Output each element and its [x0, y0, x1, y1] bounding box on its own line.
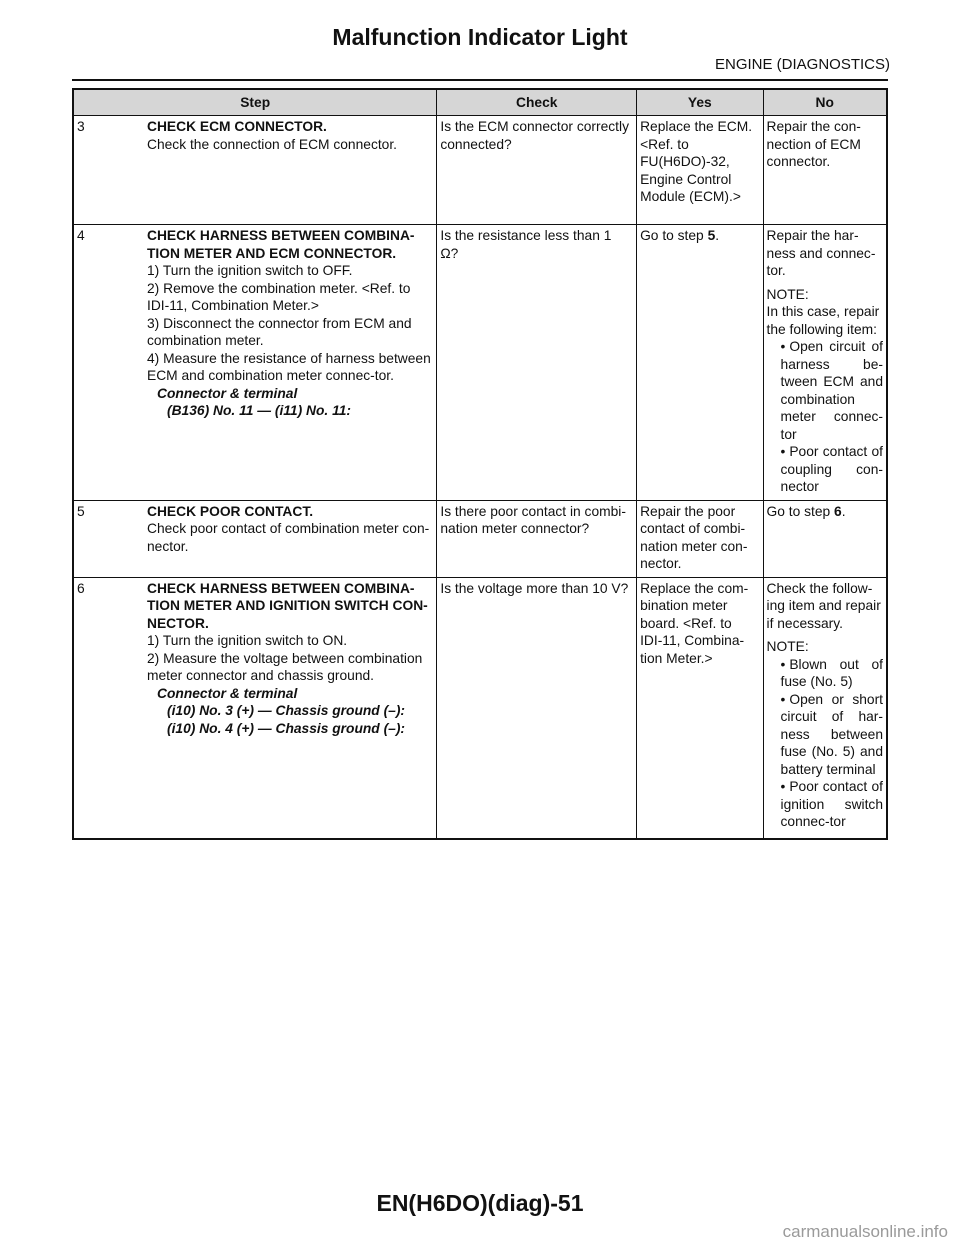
- connector-spec: (i10) No. 3 (+) — Chassis ground (–):: [167, 703, 406, 718]
- yes-text: Engine Control: [640, 171, 732, 187]
- no-cell: [763, 116, 887, 225]
- step-reference: 6: [834, 503, 842, 519]
- no-text: Repair the con-: [766, 119, 861, 134]
- note-item-text: Open circuit of harness be-tween ECM and combination meter connec-tor: [780, 339, 883, 442]
- yes-text: nector.: [640, 556, 682, 571]
- no-text: ness and connec-: [766, 245, 876, 261]
- no-cell: [763, 577, 887, 839]
- check-question: Is the resistance less than 1: [440, 228, 612, 243]
- yes-text: Replace the ECM.: [640, 119, 753, 134]
- check-cell: [437, 577, 637, 839]
- note-item: [767, 778, 883, 831]
- no-cell: [763, 500, 887, 577]
- table-row: [73, 116, 887, 225]
- check-cell: [437, 225, 637, 501]
- step-title: CHECK HARNESS BETWEEN COMBINA-TION METER AND ECM CONNECTOR.: [147, 228, 415, 261]
- no-text: tor.: [766, 263, 786, 278]
- no-text: nection of ECM: [766, 136, 861, 152]
- step-cell: [73, 225, 437, 501]
- yes-text-end: .: [715, 228, 720, 243]
- no-text: Repair the har-: [766, 228, 859, 243]
- step-instruction: 2) Remove the combination meter. <Ref. to IDI-11, Combination Meter.>: [147, 280, 411, 313]
- step-title: CHECK POOR CONTACT.: [147, 503, 314, 519]
- note-item: [767, 443, 883, 496]
- yes-text: board. <Ref. to: [640, 615, 732, 631]
- no-text: connector.: [766, 154, 831, 169]
- step-cell: [73, 116, 437, 225]
- note-item-text: Open or short circuit of har-ness between fuse (No. 5) and battery terminal: [780, 691, 883, 777]
- yes-cell: [637, 577, 763, 839]
- section-label: ENGINE (DIAGNOSTICS): [714, 56, 890, 73]
- yes-text: bination meter: [640, 598, 728, 613]
- step-number: 6: [77, 580, 85, 596]
- yes-text: IDI-11, Combina-: [640, 633, 745, 648]
- note-intro: In this case, repair the following item:: [766, 304, 880, 337]
- page-title: Malfunction Indicator Light: [332, 24, 628, 50]
- table-row: [73, 500, 887, 577]
- note-item-text: Poor contact of ignition switch connec-tor: [780, 779, 883, 829]
- yes-text: FU(H6DO)-32,: [640, 154, 730, 169]
- note-label: NOTE:: [766, 286, 809, 302]
- table-header-row: [73, 89, 887, 116]
- step-title: CHECK HARNESS BETWEEN COMBINA-TION METER AND IGNITION SWITCH CON-NECTOR.: [147, 580, 428, 631]
- check-question: Is there poor contact in combi-nation meter connector?: [440, 503, 626, 536]
- step-instruction: 1) Turn the ignition switch to OFF.: [147, 263, 353, 278]
- check-cell: [437, 116, 637, 225]
- diagnostic-table: [72, 88, 888, 840]
- yes-text: Module (ECM).>: [640, 189, 741, 204]
- note-item-text: Poor contact of coupling con-nector: [780, 444, 883, 494]
- no-text: Check the follow-: [766, 580, 873, 596]
- column-header-step: Step: [73, 89, 437, 116]
- step-instruction: Check poor contact of combination meter con-nector.: [147, 521, 430, 554]
- column-header-yes: Yes: [637, 89, 763, 116]
- note-item: [767, 691, 883, 779]
- table-row: [73, 577, 887, 839]
- yes-text: contact of combi-: [640, 521, 746, 536]
- step-cell: [73, 500, 437, 577]
- yes-cell: [637, 500, 763, 577]
- yes-text: Repair the poor: [640, 503, 736, 519]
- yes-cell: [637, 225, 763, 501]
- no-text: ing item and repair: [766, 598, 881, 613]
- step-number: 3: [77, 119, 85, 134]
- connector-spec: (B136) No. 11 — (i11) No. 11:: [167, 403, 352, 418]
- check-question: Is the ECM connector correctly connected?: [440, 119, 629, 152]
- step-instruction: 2) Measure the voltage between combination meter connector and chassis ground.: [147, 650, 423, 683]
- no-text: if necessary.: [766, 615, 843, 631]
- column-header-check: Check: [437, 89, 637, 116]
- note-item: [767, 656, 883, 691]
- note-item: [767, 338, 883, 443]
- yes-text: Go to step: [640, 228, 708, 243]
- step-instruction: 4) Measure the resistance of harness between ECM and combination meter connec-tor.: [147, 350, 431, 383]
- step-title: CHECK ECM CONNECTOR.: [147, 119, 327, 134]
- note-item-text: Blown out of fuse (No. 5): [780, 656, 883, 689]
- page-number: EN(H6DO)(diag)-51: [376, 1190, 584, 1216]
- column-header-no: No: [763, 89, 887, 116]
- step-reference: 5: [707, 228, 716, 243]
- header-rule: [72, 79, 888, 81]
- no-cell: [763, 225, 887, 501]
- check-question: Is the voltage more than 10 V?: [440, 580, 629, 596]
- yes-text: <Ref. to: [640, 136, 689, 152]
- step-instruction: Check the connection of ECM connector.: [147, 136, 398, 152]
- step-number: 5: [77, 503, 85, 519]
- step-cell: [73, 577, 437, 839]
- connector-spec-label: Connector & terminal: [157, 685, 298, 701]
- check-question: Ω?: [440, 245, 459, 261]
- yes-cell: [637, 116, 763, 225]
- check-cell: [437, 500, 637, 577]
- watermark: carmanualsonline.info: [782, 1222, 948, 1241]
- table-row: [73, 225, 887, 501]
- no-text: Go to step: [766, 503, 835, 519]
- yes-text: nation meter con-: [640, 538, 748, 554]
- yes-text: Replace the com-: [640, 580, 749, 596]
- step-instruction: 3) Disconnect the connector from ECM and combination meter.: [147, 315, 412, 348]
- note-label: NOTE:: [766, 639, 809, 654]
- no-text-end: .: [841, 503, 846, 519]
- connector-spec: (i10) No. 4 (+) — Chassis ground (–):: [167, 720, 406, 736]
- step-number: 4: [77, 228, 85, 243]
- step-instruction: 1) Turn the ignition switch to ON.: [147, 633, 348, 648]
- connector-spec-label: Connector & terminal: [157, 385, 298, 401]
- yes-text: tion Meter.>: [640, 650, 713, 666]
